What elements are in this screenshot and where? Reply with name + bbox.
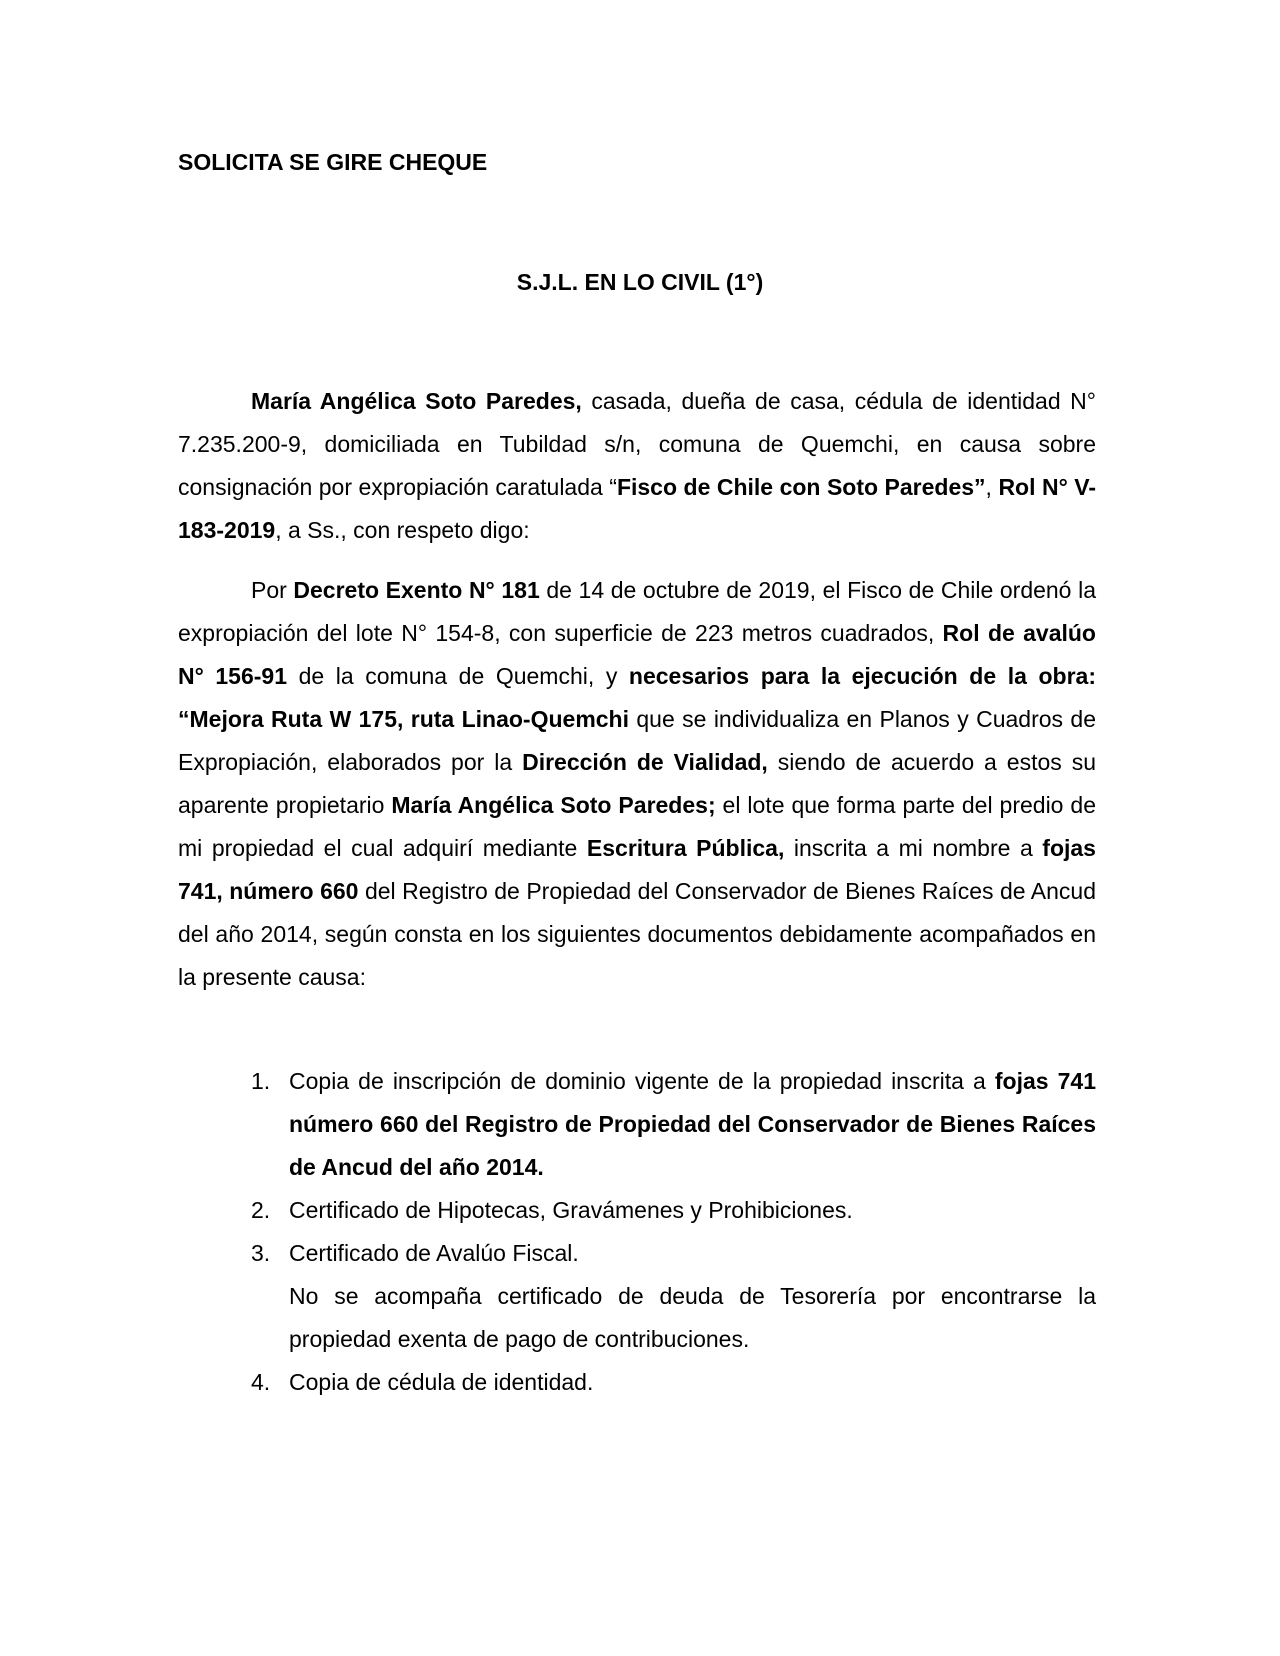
deed-reference: Escritura Pública, bbox=[586, 835, 785, 861]
facts-text-5: siendo de acuerdo a estos su aparente propietario bbox=[178, 749, 1097, 818]
facts-text-1: Por bbox=[251, 577, 294, 603]
project-reference: necesarios para la ejecución de la obra: “Mejora Ruta W 175, ruta Linao-Quemchi bbox=[178, 663, 1096, 732]
list-item bbox=[178, 1232, 1096, 1361]
documents-list bbox=[178, 1060, 1096, 1404]
court-title: S.J.L. EN LO CIVIL (1°) bbox=[516, 269, 764, 295]
facts-text-4: que se individualiza en Planos y Cuadros de Expropiación, elaborados por la bbox=[178, 706, 1096, 775]
petitioner-name: María Angélica Soto Paredes, bbox=[251, 388, 582, 414]
list-item-bold: fojas 741 número 660 del Registro de Propiedad del Conservador de Bienes Raíces de Ancud del año 2014. bbox=[289, 1068, 1097, 1180]
facts-text-6: el lote que forma parte del predio de mi propiedad el cual adquirí mediante bbox=[178, 792, 1097, 861]
facts-text-8: del Registro de Propiedad del Conservador de Bienes Raíces de Ancud del año 2014, según consta en los siguientes documentos debidamente acompañados en la presente causa: bbox=[178, 878, 1097, 990]
list-item-note: No se acompaña certificado de deuda de Tesorería por encontrarse la propiedad exenta de pago de contribuciones. bbox=[289, 1283, 1096, 1352]
intro-text-1: casada, dueña de casa, cédula de identidad N° 7.235.200-9, domiciliada en Tubildad s/n, comuna de Quemchi, en causa sobre consignación por expropiación caratulada “ bbox=[178, 388, 1096, 500]
list-item-text: Certificado de Hipotecas, Gravámenes y Prohibiciones. bbox=[289, 1197, 853, 1223]
facts-text-7: inscrita a mi nombre a bbox=[784, 835, 1043, 861]
case-name: Fisco de Chile con Soto Paredes” bbox=[616, 474, 986, 500]
list-item-number: 2. bbox=[251, 1197, 271, 1223]
list-item-text: Copia de inscripción de dominio vigente de la propiedad inscrita a bbox=[289, 1068, 995, 1094]
list-item bbox=[178, 1189, 1096, 1232]
intro-text-2: , bbox=[985, 474, 999, 500]
facts-paragraph bbox=[178, 569, 1096, 999]
document-heading: SOLICITA SE GIRE CHEQUE bbox=[178, 149, 488, 175]
list-item bbox=[178, 1060, 1096, 1189]
owner-name: María Angélica Soto Paredes; bbox=[391, 792, 716, 818]
list-item-number: 4. bbox=[251, 1369, 271, 1395]
intro-paragraph bbox=[178, 380, 1096, 552]
list-item-number: 3. bbox=[251, 1240, 271, 1266]
rol-avaluo: Rol de avalúo N° 156-91 bbox=[178, 620, 1096, 689]
facts-text-2: de 14 de octubre de 2019, el Fisco de Chile ordenó la expropiación del lote N° 154-8, con superficie de 223 metros cuadrados, bbox=[178, 577, 1096, 646]
decree-reference: Decreto Exento N° 181 bbox=[293, 577, 540, 603]
fojas-reference: fojas 741, número 660 bbox=[178, 835, 1096, 904]
list-item-text: Copia de cédula de identidad. bbox=[289, 1369, 594, 1395]
intro-text-3: , a Ss., con respeto digo: bbox=[275, 517, 530, 543]
list-item-text: Certificado de Avalúo Fiscal. bbox=[289, 1240, 579, 1266]
list-item-number: 1. bbox=[251, 1068, 271, 1094]
facts-text-3: de la comuna de Quemchi, y bbox=[287, 663, 629, 689]
list-item bbox=[178, 1361, 1096, 1404]
agency-name: Dirección de Vialidad, bbox=[522, 749, 768, 775]
case-rol: Rol N° V-183-2019 bbox=[178, 474, 1097, 543]
